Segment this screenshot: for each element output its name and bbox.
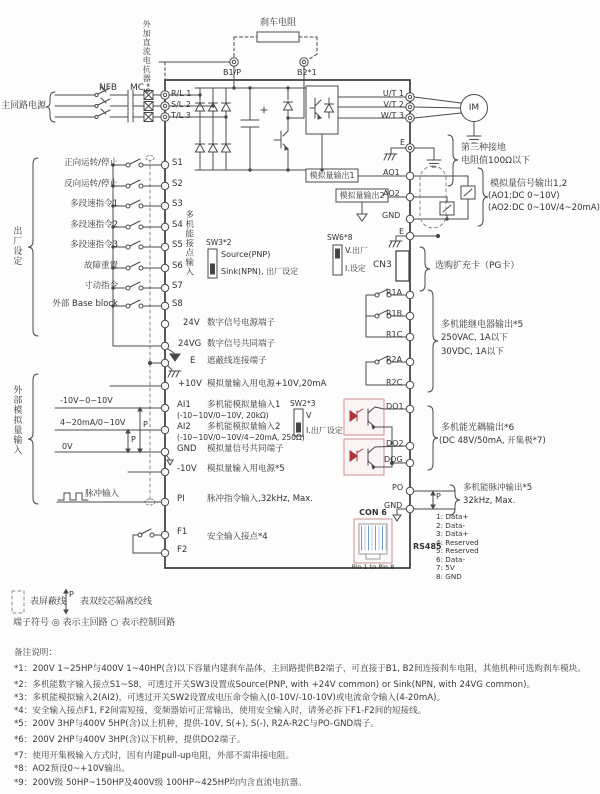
pulse-desc1: 多机能脉冲输出*5	[463, 483, 533, 493]
opto-brace	[428, 406, 438, 470]
nfb-label: NFB	[99, 83, 118, 93]
terminal-gnd-ao-label: GND	[382, 211, 401, 220]
ground3-note2: 电阻值100Ω以下	[461, 156, 531, 166]
safety-input-circuit	[133, 529, 169, 557]
terminal-24v-label: 24V	[183, 318, 200, 328]
terminal-p10v-label: +10V	[178, 379, 202, 389]
input-s8-desc: 外部 Base block	[52, 299, 118, 309]
legend-twisted-label: 表双绞芯隔离绞线	[80, 597, 153, 607]
sw2-option-v: V	[306, 411, 312, 420]
terminal-ai1-spec: (-10~10V/0~10V, 20kΩ)	[177, 411, 269, 420]
terminal-t-label: T/L 3	[171, 111, 191, 120]
terminal-ao2-label: AO2	[383, 189, 400, 198]
terminal-v-label: V/T 2	[383, 100, 404, 109]
terminal-f1-label: F1	[177, 527, 188, 537]
analog-output-desc3: (AO2:DC 0~10V/4~20mA)	[488, 203, 600, 213]
terminal-e-shield-label: E	[399, 227, 405, 236]
analog-input-brace	[28, 374, 38, 504]
note-2: *2：多机能数字输入接点S1~S8，可透过开关SW3设置成Source(PNP, with +24V common) or Sink(NPN, with 24VG common)。	[14, 680, 536, 690]
pulse-pair-p-label: P	[436, 492, 441, 501]
terminal-b1p-label: B1/P	[223, 68, 242, 77]
mc-label: MC	[130, 83, 145, 93]
ground-hatch-icon	[384, 154, 397, 160]
note-6: *6：200V 2HP与400V 3HP(含)以下机种，提供DO2端子。	[14, 735, 246, 745]
note-3: *3：多机能模拟输入2(AI2)，可透过开关SW2设置成电压命令输入(0-10V/-10-10V)或电流命令输入(4-20mA)。	[14, 693, 446, 703]
cn3-expansion	[396, 247, 430, 291]
inverter-module-icon	[306, 86, 338, 170]
shield-line-legend-icon	[12, 591, 24, 613]
terminal-pi-desc: 脉冲指令输入,32kHz, Max.	[207, 494, 313, 504]
ground-hatch-icon	[389, 241, 402, 247]
ground-hatch-icon	[168, 371, 181, 377]
terminal-b2-label: B2*1	[297, 68, 317, 77]
terminal-s1-label: S1	[172, 158, 183, 168]
terminal-24v-desc: 数字信号电源端子	[207, 318, 276, 328]
terminal-r2a-label: R2A	[386, 355, 403, 364]
ai1-ext-label: -10V~0~10V	[60, 396, 113, 405]
sw3-option-source: Source(PNP)	[221, 250, 271, 259]
multi-contact-input-label: 多机能接点输入	[183, 210, 194, 277]
note-9: *9：200V级 50HP~150HP及400V级 100HP~425HP均内含直流电抗器。	[14, 778, 307, 788]
terminal-e-out-label: E	[400, 138, 406, 147]
terminal-s7-label: S7	[172, 281, 183, 291]
terminal-do1-label: DO1	[386, 402, 404, 411]
signal-ground-icon	[357, 214, 367, 221]
input-s7-desc: 寸动指令	[83, 281, 118, 291]
rs485-pin-2: 2: Data-	[436, 521, 466, 530]
sw6-option-i: I.设定	[345, 264, 366, 273]
terminal-gnd-left-label: GND	[177, 444, 197, 454]
terminal-s8-label: S8	[172, 299, 183, 309]
input-s4-desc: 多段速指令2	[70, 220, 118, 230]
input-s2-desc: 反向运转/停止	[64, 179, 118, 189]
pulse-wave-icon	[58, 493, 88, 500]
rs485-pin-4: 4: Reserved	[436, 538, 479, 547]
rs485-pin-7: 7: 5V	[436, 563, 455, 572]
shield-dashed-line	[145, 156, 155, 506]
terminal-n10v-label: -10V	[177, 464, 197, 474]
relay-desc1: 多机能继电器输出*5	[441, 320, 524, 330]
terminal-do2-label: DO2	[386, 439, 404, 448]
cn3-connector	[396, 251, 409, 281]
signal-ground-icon	[167, 460, 173, 465]
terminal-24vg-label: 24VG	[178, 339, 202, 349]
terminal-dog-label: DOG	[384, 455, 403, 464]
factory-setting-label: 出厂设定	[11, 226, 22, 266]
sw6-label: SW6*8	[327, 233, 353, 242]
dc-reactor-link	[159, 62, 230, 91]
terminal-u-label: U/T 1	[382, 89, 404, 98]
terminal-ai2-desc: 多机能模拟量输入2	[207, 422, 281, 432]
note-1: *1：200V 1~25HP与400V 1~40HP(含)以下容量内建刹车晶体，主回路提供B2端子，可直接于B1, B2间连接刹车电阻，其他机种可选购刹车模块。	[14, 664, 586, 674]
dc-reactor-label: 外加直流电抗器*9	[142, 20, 152, 95]
analog-input-circuit	[28, 374, 173, 506]
terminal-s2-label: S2	[172, 179, 183, 189]
terminal-gnd-left-desc: 模拟量信号共同端子	[207, 444, 284, 454]
mains-brace	[46, 92, 55, 122]
terminal-s3-label: S3	[172, 199, 183, 209]
note-5: *5：200V 3HP与400V 5HP(含)以上机种，提供-10V, S(+), S(-), R2A-R2C与PO-GND端子。	[14, 719, 379, 729]
sw2-label: SW2*3	[290, 399, 316, 408]
note-4: *4：安全输入接点F1, F2间需短接，变频器始可正常输出，使用安全输入时，请务必拆下F1-F2间的短接线。	[14, 706, 427, 716]
terminal-s5-label: S5	[172, 240, 183, 250]
safety-input-desc: 安全输入接点*4	[207, 532, 268, 542]
terminal-24vg-desc: 数字信号共同端子	[207, 339, 276, 349]
common-ground-icon	[170, 354, 180, 361]
analog-output-brace	[478, 168, 488, 226]
rs485-pin-1: 1: Data+	[436, 512, 469, 521]
input-s5-desc: 多段速指令3	[70, 240, 118, 250]
terminal-ao1-label: AO1	[383, 168, 400, 177]
sw6-switch	[333, 245, 342, 275]
brake-resistor-circuit	[234, 37, 317, 60]
motor-ground-icon	[467, 130, 481, 143]
cn3-brace	[420, 247, 430, 291]
terminal-f2-label: F2	[177, 545, 188, 555]
shield-terminal-right	[389, 232, 440, 247]
rs485-pin-8: 8: GND	[436, 572, 462, 581]
motor-label: IM	[468, 103, 480, 113]
terminal-ai1-desc: 多机能模拟量输入1	[207, 400, 281, 410]
terminal-r2c-label: R2C	[386, 378, 403, 387]
terminal-p10v-desc: 模拟量输入用电源+10V,20mA	[207, 379, 327, 389]
relay-desc3: 30VDC, 1A以下	[441, 347, 504, 357]
terminal-b2	[300, 58, 308, 66]
terminal-r1b-label: R1B	[386, 309, 403, 318]
rs485-pin-3: 3: Data+	[436, 529, 469, 538]
terminal-r1a-label: R1A	[386, 288, 403, 297]
dc-bus-capacitor-icon	[241, 88, 267, 170]
relay-brace	[428, 290, 438, 392]
sw2-option-i: I.出厂设定	[306, 426, 343, 435]
analog-output-desc1: 模拟量信号输出1,2	[490, 179, 568, 189]
analog-out1-box-label: 模拟量输出1	[309, 171, 355, 180]
pulse-desc2: 32kHz, Max.	[463, 496, 516, 506]
terminal-pi-label: PI	[177, 494, 185, 504]
terminal-ai2-label: AI2	[177, 422, 191, 432]
terminal-r1c-label: R1C	[386, 330, 403, 339]
motor-output-circuit	[338, 93, 488, 143]
con6-label: CON 6	[359, 508, 387, 517]
signal-ground-icon	[393, 515, 401, 521]
terminal-ai2-spec: (-10~10V/0~10V/4~20mA, 250Ω)	[177, 433, 305, 442]
analog-out2-box-label: 模拟量输出2	[339, 191, 385, 200]
sw6-option-v: V.出厂	[345, 246, 368, 255]
terminal-s6-label: S6	[172, 261, 183, 271]
external-analog-input-label: 外部模拟量输入	[11, 385, 22, 455]
twisted-pair-p2-label: P	[131, 435, 136, 444]
input-s3-desc: 多段速指令1	[70, 199, 118, 209]
rs485-pin-5: 5: Reserved	[436, 546, 479, 555]
terminal-po-gnd-label: GND	[384, 501, 403, 510]
sw3-option-sink: Sink(NPN), 出厂设定	[221, 267, 299, 276]
pulse-input-ext-label: 脉冲输入	[85, 489, 120, 499]
terminal-r-label: R/L 1	[171, 89, 192, 98]
gnd-ext-label: 0V	[62, 442, 73, 451]
terminal-w-label: W/T 3	[380, 111, 404, 120]
con6-pin-range: Pin 1 to Pin 8	[351, 563, 395, 571]
legend-terminal-symbols: 端子符号 ◎ 表示主回路 ○ 表示控制回路	[13, 618, 176, 628]
terminal-s4-label: S4	[172, 220, 183, 230]
opto-desc2: (DC 48V/50mA, 开集极*7)	[439, 436, 546, 446]
brake-resistor-label: 刹车电阻	[259, 18, 296, 28]
terminal-po-label: PO	[392, 483, 404, 492]
cn3-desc: 选购扩充卡（PG卡）	[435, 261, 520, 271]
relay-output-circuit	[366, 289, 438, 392]
third-grounding	[384, 135, 458, 186]
terminal-e-left-desc: 遮蔽线连接端子	[207, 356, 267, 366]
note-8: *8：AO2预设0~+10V输出。	[14, 764, 130, 774]
note-7: *7：使用开集极输入方式时，因有内建pull-up电阻，外部不需串接电阻。	[14, 751, 295, 761]
terminal-n10v-desc: 模拟量输入用电源*5	[207, 464, 285, 474]
rs485-label: RS485	[413, 542, 442, 551]
twisted-pair-p1-label: P	[143, 420, 148, 429]
input-s1-desc: 正向运转/停止	[64, 158, 118, 168]
terminal-b1p	[230, 58, 238, 66]
sw2-switch	[294, 409, 303, 436]
sw3-label: SW3*2	[206, 238, 232, 247]
terminal-s-label: S/L 2	[171, 100, 191, 109]
legend-p-label: P	[69, 590, 74, 599]
ground-bars-icon	[427, 154, 441, 167]
opto-desc1: 多机能光耦输出*6	[441, 423, 515, 433]
terminal-ai1-label: AI1	[177, 400, 191, 410]
brake-resistor-icon	[257, 32, 299, 42]
ground3-note1: 第三种接地	[461, 143, 507, 153]
brake-chopper-igbt-icon	[274, 88, 304, 170]
input-s6-desc: 故障重置	[83, 261, 118, 271]
con6-rj45-icon	[354, 519, 392, 563]
ai2-ext-label: 4~20mA/0~10V	[60, 418, 126, 427]
terminal-e-left-label: E	[190, 356, 196, 366]
notes-title: 备注说明：	[14, 648, 57, 658]
relay-desc2: 250VAC, 1A以下	[441, 333, 508, 343]
ground3-brace	[448, 135, 458, 186]
rectifier-bridge	[169, 88, 322, 170]
cn3-label: CN3	[373, 260, 392, 270]
sw3-switch	[208, 249, 217, 278]
rs485-pin-6: 6: Data-	[436, 555, 466, 564]
legend-shield-label: 表屏蔽线	[30, 597, 67, 607]
pulse-brace	[450, 485, 460, 515]
analog-output-desc2: (AO1:DC 0~10V)	[488, 191, 560, 201]
mains-source-label: 主回路电源	[1, 101, 47, 111]
